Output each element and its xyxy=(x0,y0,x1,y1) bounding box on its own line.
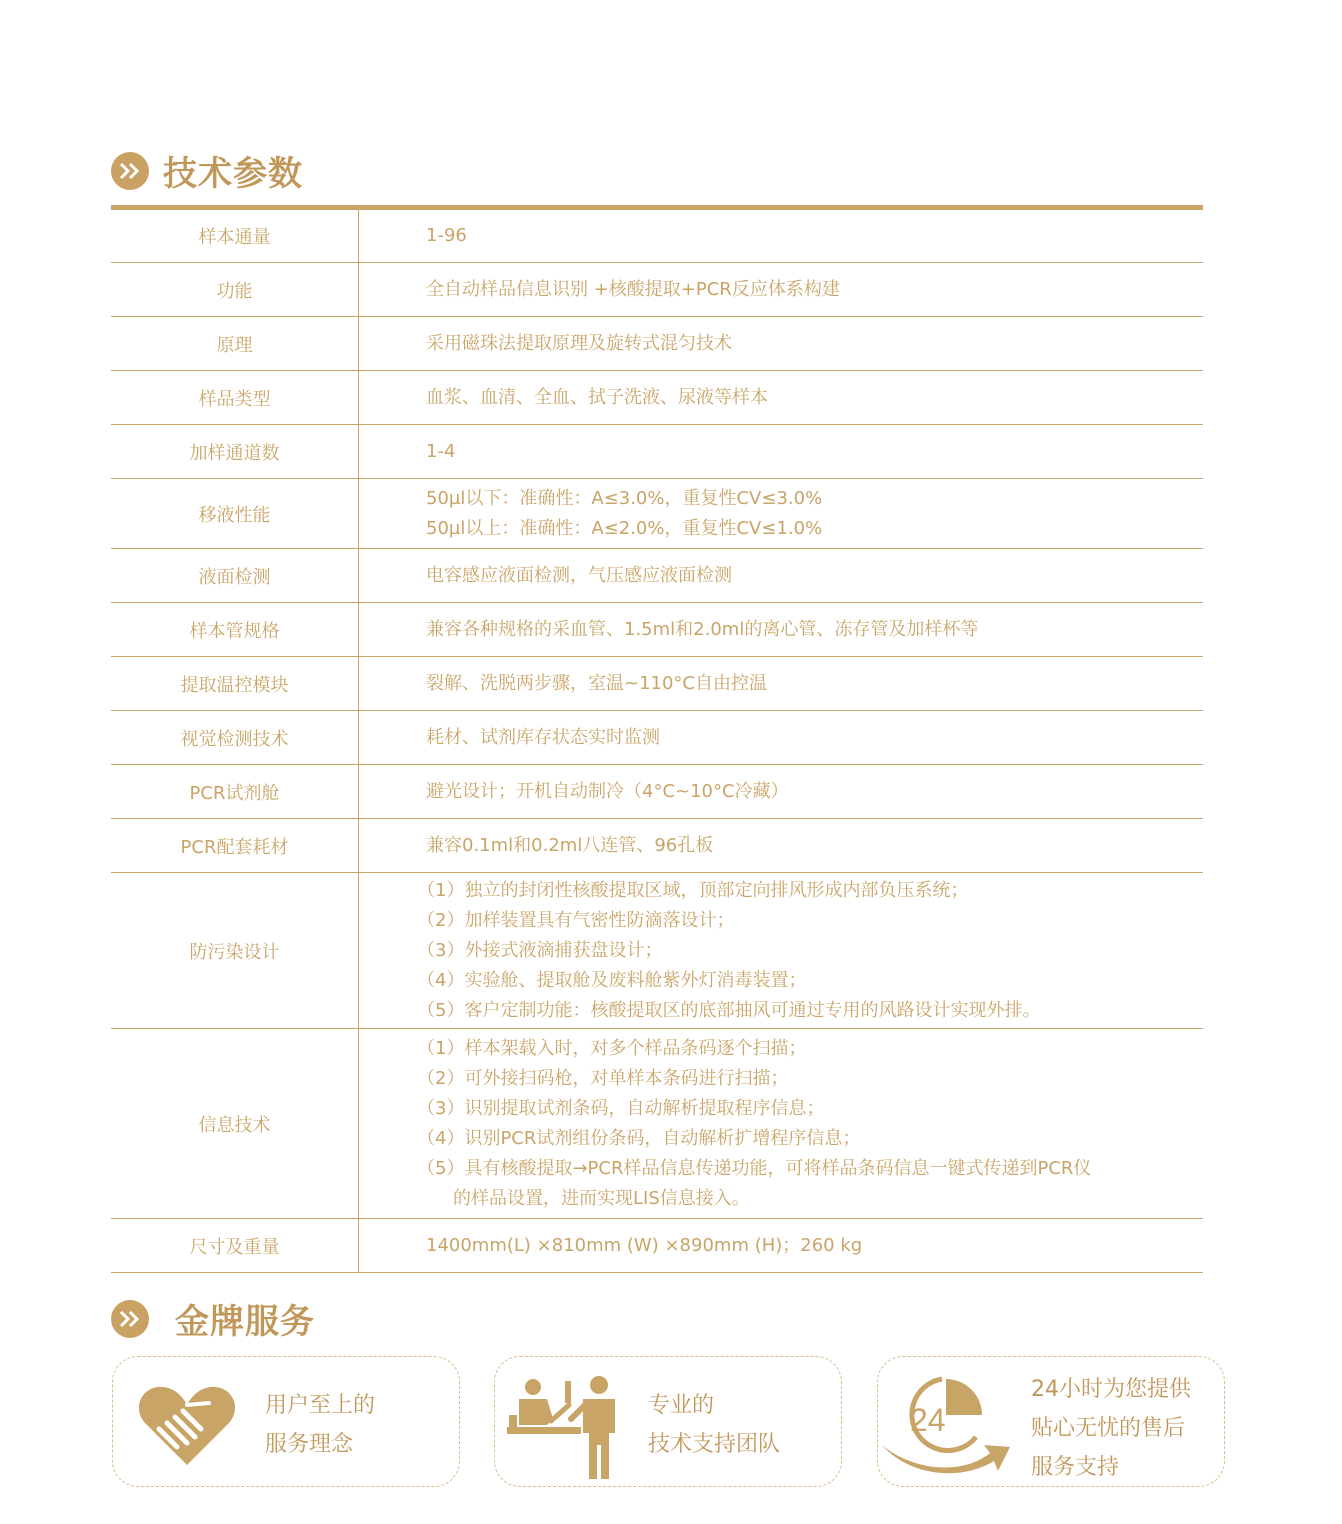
spec-row xyxy=(111,1219,1203,1273)
spec-value xyxy=(359,479,1203,548)
service-card-text xyxy=(265,1386,375,1464)
spec-label: 移液性能 xyxy=(111,479,359,548)
spec-label: 信息技术 xyxy=(111,1029,359,1218)
section-title-spec xyxy=(111,146,303,195)
service-card-line: 用户至上的 xyxy=(265,1393,376,1418)
support-team-icon xyxy=(507,1375,619,1487)
service-card-24h-support xyxy=(877,1356,1225,1487)
spec-value xyxy=(359,549,1203,602)
service-card-line: 服务理念 xyxy=(265,1432,354,1457)
spec-row xyxy=(111,210,1203,263)
spec-value xyxy=(359,371,1203,424)
spec-value-line: 裂解、洗脱两步骤，室温~110°C自由控温 xyxy=(426,672,768,694)
spec-value-line: （5）客户定制功能：核酸提取区的底部抽风可通过专用的风路设计实现外排。 xyxy=(417,999,1041,1021)
spec-value-line: 电容感应液面检测，气压感应液面检测 xyxy=(426,564,732,586)
spec-value-line: 1400mm(L) ×810mm (W) ×890mm (H)；260 kg xyxy=(426,1234,863,1256)
service-card-line: 服务支持 xyxy=(1031,1455,1120,1480)
service-card-line: 24小时为您提供 xyxy=(1031,1377,1191,1402)
spec-label: 样本通量 xyxy=(111,210,359,262)
spec-row xyxy=(111,819,1203,873)
spec-value xyxy=(359,819,1203,872)
spec-value xyxy=(359,263,1203,316)
service-card-user-first xyxy=(112,1356,460,1487)
double-chevron-icon xyxy=(111,152,149,190)
spec-label: 加样通道数 xyxy=(111,425,359,478)
spec-label: 样品类型 xyxy=(111,371,359,424)
spec-value-line: 避光设计；开机自动制冷（4°C~10°C冷藏） xyxy=(426,780,789,802)
spec-value xyxy=(359,603,1203,656)
spec-value-line: 全自动样品信息识别 +核酸提取+PCR反应体系构建 xyxy=(426,278,840,300)
spec-value xyxy=(359,657,1203,710)
spec-row xyxy=(111,711,1203,765)
spec-value-line: （4）识别PCR试剂组份条码，自动解析扩增程序信息； xyxy=(417,1127,861,1149)
spec-row xyxy=(111,371,1203,425)
service-card-text xyxy=(648,1386,780,1464)
24-hour-clock-icon xyxy=(880,1373,1020,1485)
spec-table xyxy=(111,205,1203,1273)
spec-value-line: （4）实验舱、提取舱及废料舱紫外灯消毒装置； xyxy=(417,969,807,991)
spec-label: 样本管规格 xyxy=(111,603,359,656)
section-title-service xyxy=(111,1294,315,1343)
spec-label: PCR试剂舱 xyxy=(111,765,359,818)
spec-value-line: 耗材、试剂库存状态实时监测 xyxy=(426,726,660,748)
spec-label: 提取温控模块 xyxy=(111,657,359,710)
spec-row xyxy=(111,549,1203,603)
spec-label: PCR配套耗材 xyxy=(111,819,359,872)
spec-row xyxy=(111,263,1203,317)
spec-value-line: （1）独立的封闭性核酸提取区域，顶部定向排风形成内部负压系统； xyxy=(417,879,969,901)
spec-label: 视觉检测技术 xyxy=(111,711,359,764)
spec-label: 防污染设计 xyxy=(111,873,359,1028)
spec-value-line: （5）具有核酸提取→PCR样品信息传递功能，可将样品条码信息一键式传递到PCR仪 xyxy=(417,1157,1092,1179)
double-chevron-icon xyxy=(111,1300,149,1338)
spec-value-line: （2）加样装置具有气密性防滴落设计； xyxy=(417,909,735,931)
service-card-line: 技术支持团队 xyxy=(648,1432,781,1457)
clock-24-label: 24 xyxy=(910,1402,946,1438)
spec-value xyxy=(359,317,1203,370)
section-title-text: 金牌服务 xyxy=(175,1302,315,1342)
spec-value-line: 采用磁珠法提取原理及旋转式混匀技术 xyxy=(426,332,732,354)
spec-row xyxy=(111,765,1203,819)
spec-value-line: 血浆、血清、全血、拭子洗液、尿液等样本 xyxy=(426,386,768,408)
spec-value-line: 50µl以下：准确性：A≤3.0%，重复性CV≤3.0% xyxy=(426,487,823,509)
spec-value xyxy=(359,1029,1203,1218)
spec-value xyxy=(359,873,1203,1028)
spec-row xyxy=(111,873,1203,1029)
service-card-line: 专业的 xyxy=(648,1393,715,1418)
service-card-text xyxy=(1031,1370,1191,1487)
service-card-line: 贴心无忧的售后 xyxy=(1031,1416,1186,1441)
spec-label: 液面检测 xyxy=(111,549,359,602)
spec-label: 尺寸及重量 xyxy=(111,1219,359,1272)
spec-value xyxy=(359,425,1203,478)
spec-value xyxy=(359,765,1203,818)
spec-value xyxy=(359,711,1203,764)
spec-label: 功能 xyxy=(111,263,359,316)
spec-row xyxy=(111,657,1203,711)
spec-value-line: （3）外接式液滴捕获盘设计； xyxy=(417,939,663,961)
spec-row xyxy=(111,479,1203,549)
spec-value-line: 1-4 xyxy=(426,440,456,462)
spec-value-line: 的样品设置，进而实现LIS信息接入。 xyxy=(453,1187,750,1209)
spec-label: 原理 xyxy=(111,317,359,370)
spec-value-line: 1-96 xyxy=(426,225,467,246)
section-title-text: 技术参数 xyxy=(163,154,303,194)
spec-value xyxy=(359,1219,1203,1272)
spec-value-line: 50µl以上：准确性：A≤2.0%，重复性CV≤1.0% xyxy=(426,517,823,539)
spec-value-line: （1）样本架载入时，对多个样品条码逐个扫描； xyxy=(417,1037,807,1059)
service-card-support-team xyxy=(494,1356,842,1487)
handshake-heart-icon xyxy=(137,1383,237,1471)
spec-row xyxy=(111,1029,1203,1219)
spec-row xyxy=(111,317,1203,371)
spec-row xyxy=(111,603,1203,657)
spec-value-line: （2）可外接扫码枪，对单样本条码进行扫描； xyxy=(417,1067,789,1089)
spec-value-line: 兼容各种规格的采血管、1.5ml和2.0ml的离心管、冻存管及加样杯等 xyxy=(426,618,979,640)
spec-value xyxy=(359,210,1203,262)
spec-value-line: 兼容0.1ml和0.2ml八连管、96孔板 xyxy=(426,834,714,856)
spec-row xyxy=(111,425,1203,479)
spec-value-line: （3）识别提取试剂条码，自动解析提取程序信息； xyxy=(417,1097,825,1119)
